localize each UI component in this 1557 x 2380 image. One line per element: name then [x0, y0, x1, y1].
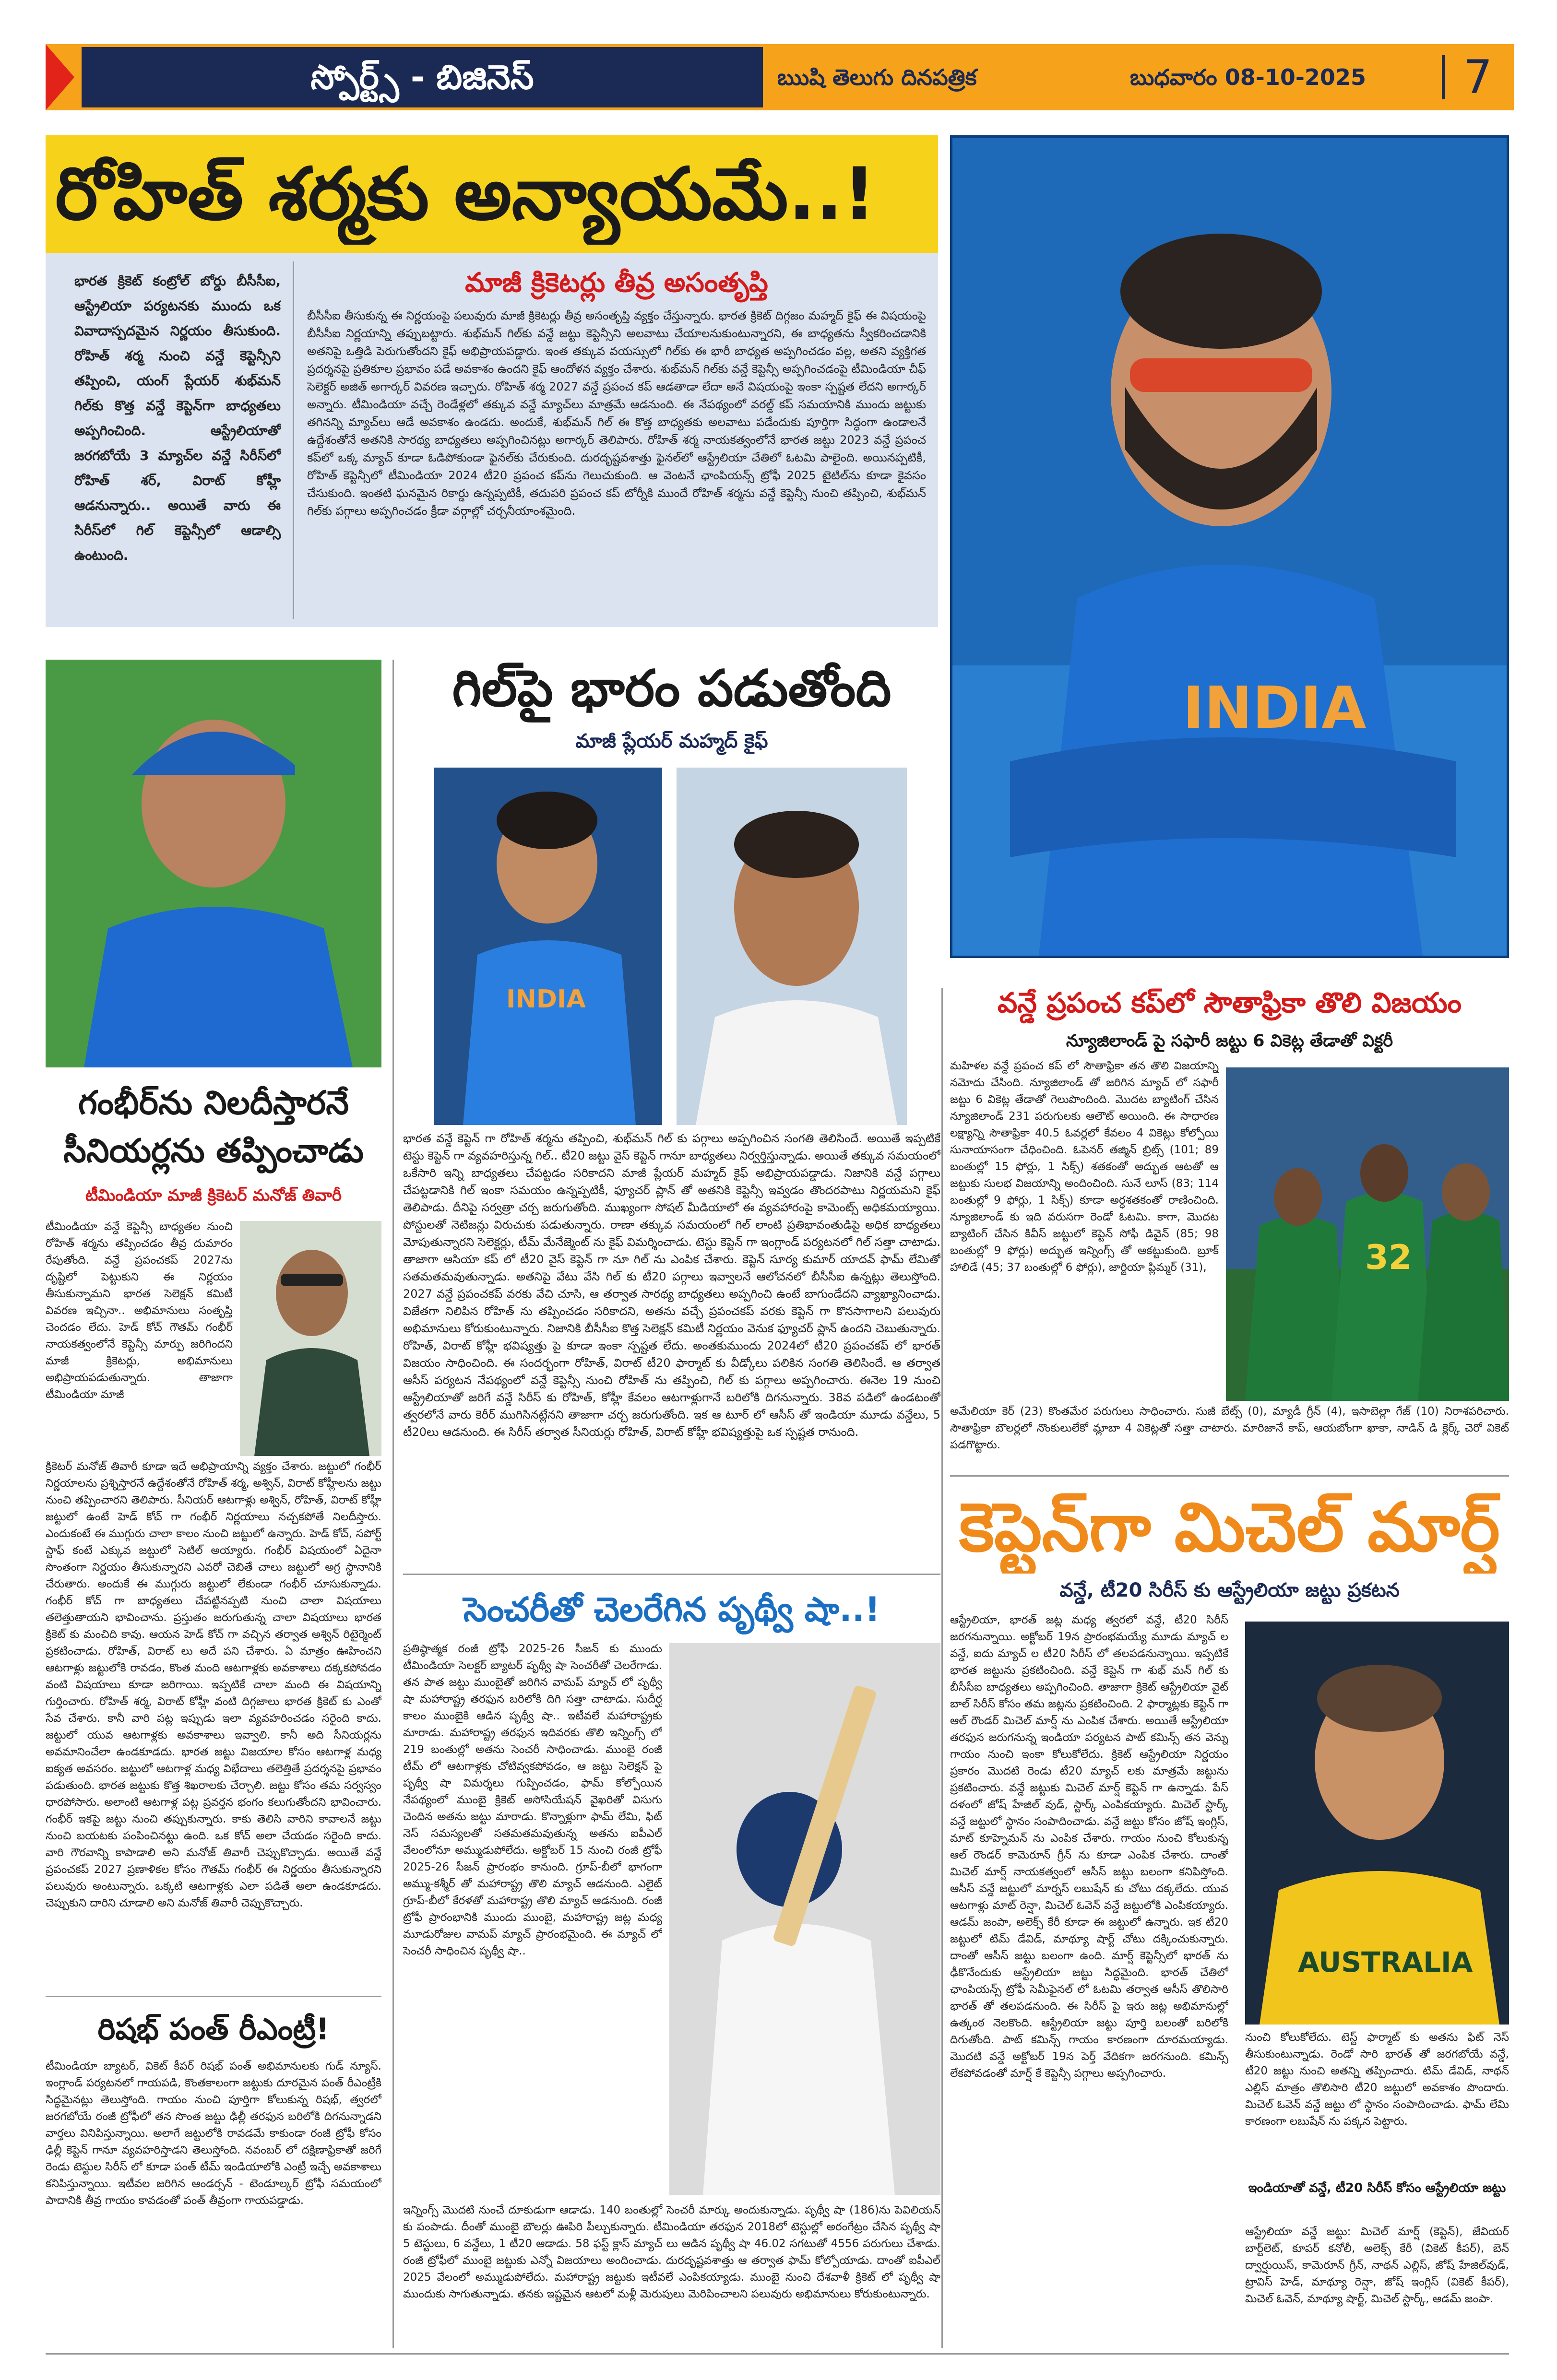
- header-divider: [1442, 55, 1445, 99]
- pant-headline: రిషభ్ పంత్ రీఎంట్రీ!: [97, 2012, 330, 2047]
- marsh-figure: [1245, 1622, 1509, 2025]
- column-rule-2: [941, 988, 943, 2348]
- shaw-figure: [669, 1643, 940, 2195]
- shaw-top-rule: [403, 1574, 940, 1575]
- rohit-sharma-photo: [950, 135, 1509, 958]
- shubman-gill-photo: [434, 768, 662, 1125]
- marsh-body-narrow: నుంచి కోలుకోలేదు. టెస్ట్ ఫార్మాట్ కు అతను ఫిట్ నెస్ తీసుకుంటున్నాడు. రెండో సారి భారత్ తో జరగబోయే వన్డే, టీ20 జట్టు నుంచి అతన్ని తప్పించారు. టిమ్ డేవిడ్, నాథన్ ఎల్లిస్ మాత్రం తొలిసారి టీ20 జట్టులో అవకాశం పొందారు. మిచెల్ ఓవెన్ వన్డే జట్టు లో స్థానం సంపాదించాడు. ఫామ్ లేమి కారణంగా లబుషేన్ ను పక్కన పెట్టారు.: [1245, 2031, 1509, 2128]
- page-number: 7: [1463, 50, 1493, 104]
- section-title: స్పోర్ట్స్ - బిజినెస్: [310, 58, 534, 97]
- svg-text:32: 32: [1365, 1238, 1412, 1277]
- manoj-tiwary-photo: [240, 1221, 381, 1456]
- sa-team-figure: [1226, 1067, 1509, 1401]
- gambhir-photo: [46, 660, 381, 1067]
- marsh-headline: కెప్టెన్‌గా మిచెల్ మార్ష్: [959, 1489, 1500, 1567]
- mohammad-kaif-photo: [677, 768, 907, 1125]
- shaw-body: ఇన్నింగ్స్ మొదటి నుంచే దూకుడుగా ఆడాడు. 140 బంతుల్లో సెంచరీ మార్కు అందుకున్నాడు. పృథ్వీ షా (186)ను పెవిలియన్ కు పంపాడు. దీంతో ముంబై బౌలర్లు ఊపిరి పీల్చుకున్నారు. టీమిండియా తరఫున 2018లో టెస్టుల్లో అరంగేట్రం చేసిన పృథ్వీ షా 5 టెస్టులు, 6 వన్డేలు, 1 టీ20 ఆడాడు. 58 ఫస్ట్ క్లాస్ మ్యాచ్ లు ఆడిన పృథ్వీ షా 46.02 సగటుతో 4556 పరుగులు చేశాడు. రంజీ ట్రోఫీలో ముంబై జట్టుకు ఎన్నో విజయాలు అందించాడు. దురదృష్టవశాత్తు ఆ తర్వాత ఫామ్ కోల్పోయాడు. దాంతో ఐపీఎల్ 2025 వేలంలో అమ్ముడుపోలేదు. మహారాష్ట్ర జట్టుకు ఇటీవలే ఎంపికయ్యాడు. ముంబై నుంచి దేశవాళీ క్రికెట్ లో పృథ్వీ షా ముందుకు సాగుతున్నాడు. తనకు ఇష్టమైన ఆటలో మళ్లీ మెరుపులు మెరిపించాలని పలువురు అభిమానులు కోరుకుంటున్నారు.: [403, 2204, 940, 2300]
- sa-subhead: న్యూజిలాండ్ పై సఫారీ జట్టు 6 వికెట్ల తేడాతో విక్టరీ: [1066, 1031, 1393, 1051]
- gill-body: భారత వన్డే కెప్టెన్ గా రోహిత్ శర్మను తప్పించి, శుభ్‌మన్ గిల్ కు పగ్గాలు అప్పగించిన సంగతి తెలిసిందే. అయితే ఇప్పటికే టెస్టు కెప్టెన్ గా వ్యవహరిస్తున్న గిల్.. టీ20 జట్టు వైస్ కెప్టెన్ గానూ బాధ్యతలు నిర్వర్తిస్తున్నాడు. అయితే తక్కువ సమయంలో ఒకేసారి ఇన్ని బాధ్యతలు చేపట్టడం సరికాదని మాజీ ప్లేయర్ మహ్మద్ కైఫ్ అభిప్రాయపడ్డాడు. నిజానికి వన్డే పగ్గాలు చేపట్టడానికి గిల్ ఇంకా సమయం ఉన్నప్పటికీ, ఫ్యూచర్ ప్లాన్ తో అతనికి కెప్టెన్సీ ఇవ్వడం తొందరపాటు నిర్ణయమని కైఫ్ తెలిపాడు. దీనిపై సర్వత్రా చర్చ జరుగుతోంది. ముఖ్యంగా సోషల్ మీడియాలో ఈ వ్యవహారంపై కామెంట్స్ అధికమయ్యాయి. పోస్టులతో నెటిజన్లు విరుచుకు పడుతున్నారు. రాణా తక్కువ సమయంలో గిల్ లాంటి ప్రతిభావంతుడిపై అధిక బాధ్యతలు మోపుతున్నారని సెలెక్టర్లు, టీమ్ మేనేజ్మెంట్ ను కైఫ్ విమర్శించాడు. టెస్టు కెప్టెన్ గా ఇంగ్లాండ్ పర్యటనలో గిల్ సత్తా చాటాడు. తాజాగా ఆసియా కప్ లో టీ20 వైస్ కెప్టెన్ గా నూ గిల్ ను ఎంపిక చేశారు. కెప్టెన్ సూర్య కుమార్ యాదవ్ ఫామ్ లేమితో సతమతమవుతున్నాడు. అతనిపై వేటు వేసి గిల్ కు టీ20 పగ్గాలు ఇవ్వాలనే ఆలోచనలో బీసీసీఐ ఉన్నట్లు తెలుస్తోంది. 2027 వన్డే ప్రపంచకప్ వరకు వేచి చూసి, ఆ తర్వాత సారథ్య బాధ్యతలు అప్పగించి ఉంటే బాగుండేదని వ్యాఖ్యానించాడు. విజేతగా నిలిపిన రోహిత్ ను తప్పించడం సరికాదని, అతను వచ్చే ప్రపంచకప్ వరకు కెప్టెన్ గా కొనసాగాలని పలువురు అభిమానులు కోరుకుంటున్నారు. నిజానికి బీసీసీఐ కొత్త సెలెక్షన్ కమిటీ నిర్ణయం వెనుక ఫ్యూచర్ ప్లాన్ ఉందని చెబుతున్నారు. రోహిత్, విరాట్ కోహ్లీ భవిష్యత్తు పై కూడా ఇంకా స్పష్టత లేదు. అంతకుముందు 2024లో టీ20 ప్రపంచకప్ లో భారత్ విజయం సాధించింది. ఈ సందర్భంగా రోహిత్, విరాట్ టీ20 ఫార్మాట్ కు వీడ్కోలు పలికిన సంగతి తెలిసిందే. ఆ తర్వాత ఆసీస్ పర్యటన నేపథ్యంలో వన్డే కెప్టెన్సీ నుంచి రోహిత్ ను తప్పించి, గిల్ కు పగ్గాలు అప్పగించారు. ఈనెల 19 నుంచి ఆస్ట్రేలియాతో జరిగే వన్డే సిరీస్ కు రోహిత్, కోహ్లీ కేవలం ఆటగాళ్లుగానే బరిలోకి దిగనున్నారు. 38వ పడిలో ఉండటంతో త్వరలోనే వారు కెరీర్ ముగిసినట్లేనని తాజాగా చర్చ జరుగుతోంది. ఇక ఆ టూర్ లో ఆసీస్ తో ఇండియా మూడు వన్డేలు, 5 టీ20లు ఆడనుంది. ఈ సిరీస్ తర్వాత సీనియర్లు రోహిత్, విరాట్ కోహ్లీ భవిష్యత్తుపై ఒక స్పష్టత రానుంది.: [403, 1132, 940, 1439]
- pant-top-rule: [46, 1996, 381, 1997]
- gambhir-figure: [46, 660, 381, 1067]
- column-rule-1: [392, 660, 394, 2348]
- gill-subhead: మాజీ ప్లేయర్ మహ్మద్ కైఫ్: [575, 730, 768, 752]
- tiwary-figure: [240, 1221, 381, 1456]
- shaw-headline: సెంచరీతో చెలరేగిన పృథ్వీ షా..!: [463, 1590, 880, 1629]
- paper-name: ఋషి తెలుగు దినపత్రిక: [777, 64, 977, 90]
- header-arrow: [46, 44, 74, 110]
- page-bottom-rule: [46, 2353, 1509, 2355]
- lead-divider: [293, 261, 294, 619]
- lead-subhead: మాజీ క్రికెటర్లు తీవ్ర అసంతృప్తి: [465, 267, 768, 298]
- svg-text:INDIA: INDIA: [506, 985, 586, 1014]
- gambhir-body: క్రికెటర్ మనోజ్ తివారీ కూడా ఇదే అభిప్రాయాన్ని వ్యక్తం చేశారు. జట్టులో గంభీర్ నిర్ణయాలను ప్రశ్నిస్తారనే ఉద్దేశంతోనే రోహిత్ శర్మ, అశ్విన్, విరాట్ కోహ్లీలను జట్టు నుంచి తప్పించారని తెలిపారు. సీనియర్ ఆటగాళ్లు అశ్విన్, రోహిత్, విరాట్ కోహ్లీ జట్టులో ఉంటే హెడ్ కోచ్ గా గంభీర్ నిర్ణయాలు నచ్చకపోతే నిలదీస్తారు. ఎందుకంటే ఈ ముగ్గురు చాలా కాలం నుంచి జట్టులో ఉన్నారు. హెడ్ కోచ్, సపోర్ట్ స్టాఫ్ కంటే ఎక్కువ జట్టులో సెటిల్ అయ్యారు. గంభీర్ విషయంలో ఏదైనా సొంతంగా నిర్ణయం తీసుకున్నారని ఎవరో చెబితే చాలు జట్టులో అగ్ర స్థానానికి చేరుతారు. అందుకే ఈ ముగ్గురు జట్టులో లేకుండా గంభీర్ చూసుకున్నాడు. గంభీర్ కోచ్ గా బాధ్యతలు చేపట్టినప్పటి నుంచి చాలా విషయాలు తలెత్తుతాయని భావించాను. ప్రస్తుతం జరుగుతున్న చాలా విషయాలు భారత క్రికెట్ కు మంచిది కావు. ఆయన హెడ్ కోచ్ గా వచ్చిన తర్వాత అశ్విన్ రిటైర్మెంట్ ప్రకటించాడు. రోహిత్, విరాట్ లు అదే పని చేశారు. ఏ మాత్రం ఊహించని ఆటగాళ్లు జట్టులోకి రావడం, కొంత మంది ఆటగాళ్లకు అవకాశాలు దక్కకపోవడం వంటి విషయాలు కూడా జరిగాయి. ఇప్పటికే చాలా మంది ఈ విషయాన్ని గుర్తించారు. రోహిత్ శర్మ, విరాట్ కోహ్లీ వంటి దిగ్గజాలు భారత క్రికెట్ కు ఎంతో సేవ చేశారు. కానీ వారి పట్ల ఇప్పుడు ఇలా వ్యవహరించడం సరైంది కాదు. జట్టులో యువ ఆటగాళ్లకు అవకాశాలు ఇవ్వాలి. కానీ అది సీనియర్లను అవమానించేలా ఉండకూడదు. భారత జట్టు విజయాల కోసం ఆటగాళ్ల మధ్య ఐక్యత అవసరం. జట్టులో ఆటగాళ్ల మధ్య విభేదాలు తలెత్తితే ప్రదర్శనపై ప్రభావం పడుతుంది. భారత జట్టుకు కొత్త శిఖరాలకు చేర్చాలి. జట్టు కోసం తమ సర్వస్వం ధారపోసారు. అలాంటి ఆటగాళ్ల పట్ల ప్రవర్తన భంగం కలుగుతోందని భావించారు. గంభీర్ ఇకపై జట్టు నుంచి తప్పుకున్నారు. కాకు తెలిసి వారిని కావాలనే జట్టు నుంచి బయటకు పంపించినట్టు ఉంది. ఒక కోచ్ అలా చేయడం సరైంది కాదు. వారి గౌరవాన్ని కాపాడాలి అని మనోజ్ తివారీ చెప్పుకొచ్చాడు. అయితే వన్డే ప్రపంచకప్ 2027 ప్రణాళికల కోసం గౌతమ్ గంభీర్ ఈ నిర్ణయం తీసుకున్నారని పలువురు అంటున్నారు. ఒక్కటి ఆటగాళ్లకు ఎలా పడితే అలా ఉండకూడదు. చెప్పుకుని దారిని చూడాలి అని మనోజ్ తివారీ చెప్పుకొచ్చారు.: [46, 1460, 381, 1909]
- sa-body: అమేలియా కెర్ (23) కొంతమేర పరుగులు సాధించారు. సుజీ బేట్స్ (0), మ్యాడీ గ్రీన్ (4), ఇసాబెల్లా గేజ్ (10) నిరాశపరిచారు. సౌతాఫ్రికా బౌలర్లలో నొంకులులేకో మ్లాబా 4 వికెట్లతో సత్తా చాటారు. మారిజానే కాప్, ఆయబోంగా ఖాకా, నాడిన్ డి క్లెర్క్ చెరో వికెట్ పడగొట్టారు.: [950, 1405, 1509, 1451]
- pant-body: టీమిండియా బ్యాటర్, వికెట్ కీపర్ రిషభ్ పంత్ అభిమానులకు గుడ్ న్యూస్. ఇంగ్లాండ్ పర్యటనలో గాయపడి, కొంతకాలంగా జట్టుకు దూరమైన పంత్ రీఎంట్రీకి సిద్ధమైనట్లు తెలుస్తోంది. గాయం నుంచి పూర్తిగా కోలుకున్న రిషభ్, త్వరలో జరగబోయే రంజీ ట్రోఫీలో తన సొంత జట్టు ఢిల్లీ తరఫున బరిలోకి దిగనున్నాడని వార్తలు వినిపిస్తున్నాయి. అలాగే జట్టులోకి రావడమే కాకుండా రంజీ ట్రోఫీ కోసం ఢిల్లీ కెప్టెన్ గానూ వ్యవహరిస్తాడని తెలుస్తోంది. నవంబర్ లో దక్షిణాఫ్రికాతో జరిగే రెండు టెస్టుల సిరీస్ లో కూడా పంత్ టీమ్ ఇండియాలోకి ఎంట్రీ ఇచ్చే అవకాశాలు కనిపిస్తున్నాయి. ఇటీవల జరిగిన ఆండర్సన్ - టెండూల్కర్ ట్రోఫీ సమయంలో పాదానికి తీవ్ర గాయం కావడంతో పంత్ తీవ్రంగా గాయపడ్డాడు.: [46, 2060, 381, 2207]
- squad-box-body: ఆస్ట్రేలియా వన్డే జట్టు: మిచెల్ మార్ష్ (కెప్టెన్), జేవియర్ బార్ట్‌లెట్, కూపర్ కనోలీ, అలెక్స్ కేరీ (వికెట్ కీపర్), బెన్ ద్వార్షుయిస్, కామెరూన్ గ్రీన్, నాథన్ ఎల్లిస్, జోష్ హేజిల్‌వుడ్, ట్రావిస్ హెడ్, మాథ్యూ రెన్షా, జోష్ ఇంగ్లిస్ (వికెట్ కీపర్), మిచెల్ ఓవెన్, మాథ్యూ షార్ట్, మిచెల్ స్టార్క్, ఆడమ్ జంపా.: [1245, 2226, 1509, 2305]
- svg-text:INDIA: INDIA: [1183, 675, 1367, 742]
- prithvi-shaw-photo: [669, 1643, 940, 2195]
- squad-box-title: ఇండియాతో వన్డే, టీ20 సిరీస్ కోసం ఆస్ట్రేలియా జట్టు: [1248, 2181, 1506, 2195]
- sa-body-narrow: మహిళల వన్డే ప్రపంచ కప్ లో సౌతాఫ్రికా తన తొలి విజయాన్ని నమోదు చేసింది. న్యూజిలాండ్ తో జరిగిన మ్యాచ్ లో సఫారీ జట్టు 6 వికెట్ల తేడాతో గెలుపొందింది. మొదట బ్యాటింగ్ చేసిన న్యూజిలాండ్ 231 పరుగులకు ఆలౌట్ అయింది. ఈ సాధారణ లక్ష్యాన్ని సౌతాఫ్రికా 40.5 ఓవర్లలో కేవలం 4 వికెట్లు కోల్పోయి సునాయాసంగా చేధించింది. ఓపెనర్ తజ్మిన్ బ్రిట్స్ (101; 89 బంతుల్లో 15 ఫోర్లు, 1 సిక్స్) శతకంతో అద్భుత ఆటతో ఆ జట్టుకు సులభ విజయాన్ని అందించింది. సునే లూస్ (83; 114 బంతుల్లో 9 ఫోర్లు, 1 సిక్స్) కూడా అర్ధశతకంతో రాణించింది. న్యూజిలాండ్ కు ఇది వరుసగా రెండో ఓటమి. కాగా, మొదట బ్యాటింగ్ చేసిన కివీస్ జట్టులో కెప్టెన్ సోఫీ డివైన్ (85; 98 బంతుల్లో 9 ఫోర్లు) అద్భుత ఇన్నింగ్స్ తో ఆకట్టుకుంది. బ్రూక్ హాలిడే (45; 37 బంతుల్లో 6 ఫోర్లు), జార్జియా ప్లిమ్మర్ (31),: [950, 1060, 1219, 1274]
- gambhir-subhead: టీమిండియా మాజీ క్రికెటర్ మనోజ్ తివారీ: [85, 1186, 342, 1205]
- svg-text:AUSTRALIA: AUSTRALIA: [1298, 1946, 1473, 1978]
- mitchell-marsh-photo: [1245, 1622, 1509, 2025]
- issue-date: బుధవారం 08-10-2025: [1130, 64, 1366, 90]
- rohit-figure: [952, 138, 1507, 956]
- gill-figure: [434, 768, 662, 1125]
- kaif-figure: [677, 768, 907, 1125]
- marsh-top-rule: [950, 1475, 1509, 1477]
- shaw-body-narrow: ప్రతిష్ఠాత్మక రంజీ ట్రోఫీ 2025-26 సీజన్ కు ముందు టీమిండియా సెలక్టర్ బ్యాటర్ పృథ్వీ షా సెంచరీతో చెలరేగాడు. తన పాత జట్టు ముంబైతో జరిగిన వామప్ మ్యాచ్ లో పృథ్వీ షా మహారాష్ట్ర తరఫున బరిలోకి దిగి సత్తా చాటాడు. సుదీర్ఘ కాలం ముంబైకి ఆడిన పృథ్వీ షా.. ఇటీవలే మహారాష్ట్రకు మారాడు. మహారాష్ట్ర తరఫున ఇదివరకు తొలి ఇన్నింగ్స్ లో 219 బంతుల్లో అతను సెంచరీ సాధించాడు. ముంబై రంజీ టీమ్ లో ఆటగాళ్లకు చోటివ్వకపోవడం, ఆ జట్టు సెలెక్షన్ పై పృథ్వీ షా విమర్శలు గుప్పించడం, ఫామ్ కోల్పోయిన నేపథ్యంలో ముంబై క్రికెట్ అసోసియేషన్ వైఖరితో విసుగు చెందిన అతను జట్టు మారాడు. కొన్నాళ్లుగా ఫామ్ లేమి, ఫిట్ నెస్ సమస్యలతో సతమతమవుతున్న అతను ఐపీఎల్ వేలంలోనూ అమ్ముడుపోలేదు. అక్టోబర్ 15 నుంచి రంజీ ట్రోఫీ 2025-26 సీజన్ ప్రారంభం కానుంది. గ్రూప్-బీలో భాగంగా అమ్ము-కశ్మీర్ తో మహారాష్ట్ర తొలి మ్యాచ్ ఆడనుంది. ఎలైట్ గ్రూప్-బీలో కేరళతో మహారాష్ట్ర తొలి మ్యాచ్ ఆడనుంది. రంజీ ట్రోఫీ ప్రారంభానికి ముందు ముంబై, మహారాష్ట్ర జట్ల మధ్య మూడురోజుల వామప్ మ్యాచ్ ప్రారంభమైంది. ఈ మ్యాచ్ లో సెంచరీ సాధించిన పృథ్వీ షా..: [403, 1643, 662, 1957]
- marsh-subhead: వన్డే, టీ20 సిరీస్ కు ఆస్ట్రేలియా జట్టు ప్రకటన: [1059, 1579, 1400, 1601]
- lead-intro: భారత క్రికెట్ కంట్రోల్ బోర్డు బీసీసీఐ, ఆస్ట్రేలియా పర్యటనకు ముందు ఒక వివాదాస్పదమైన నిర్ణయం తీసుకుంది. రోహిత్ శర్మ నుంచి వన్డే కెప్టెన్సీని తప్పించి, యంగ్ ప్లేయర్ శుభ్‌మన్ గిల్‌కు కొత్త వన్డే కెప్టెన్‌గా బాధ్యతలు అప్పగించింది. ఆస్ట్రేలియాతో జరగబోయే 3 మ్యాచ్‌ల వన్డే సిరీస్‌లో రోహిత్ శర్, విరాట్ కోహ్లీ ఆడనున్నారు.. అయితే వారు ఈ సిరీస్‌లో గిల్ కెప్టెన్సీలో ఆడాల్సి ఉంటుంది.: [74, 273, 281, 563]
- south-africa-team-photo: [1226, 1067, 1509, 1401]
- gambhir-body-narrow: టీమిండియా వన్డే కెప్టెన్సీ బాధ్యతల నుంచి రోహిత్ శర్మను తప్పించడం తీవ్ర దుమారం రేపుతోంది. వన్డే ప్రపంచకప్ 2027ను దృష్టిలో పెట్టుకుని ఈ నిర్ణయం తీసుకున్నామని భారత సెలెక్షన్ కమిటీ వివరణ ఇచ్చినా.. అభిమానులు సంతృప్తి చెందడం లేదు. హెడ్ కోచ్ గౌతమ్ గంభీర్ నాయకత్వంలోనే కెప్టెన్సీ మార్పు జరిగిందని మాజీ క్రికెటర్లు, అభిమానులు అభిప్రాయపడుతున్నారు. తాజాగా టీమిండియా మాజీ: [46, 1220, 233, 1401]
- lead-headline: రోహిత్ శర్మకు అన్యాయమే..!: [55, 153, 876, 236]
- gill-headline: గిల్‌పై భారం పడుతోంది: [452, 659, 891, 718]
- lead-body: బీసీసీఐ తీసుకున్న ఈ నిర్ణయంపై పలువురు మాజీ క్రికెటర్లు తీవ్ర అసంతృప్తి వ్యక్తం చేస్తున్నారు. భారత క్రికెట్ దిగ్గజం మహ్మద్ కైఫ్ ఈ విషయంపై బీసీసీఐ నిర్ణయాన్ని తప్పుబట్టారు. శుభ్‌మన్ గిల్‌కు వన్డే జట్టు కెప్టెన్సీని అలవాటు చేయాలనుకుంటున్నారని, ఈ బాధ్యతను స్వీకరించడానికి అతనిపై ఒత్తిడి పెరుగుతోందని కైఫ్ అభిప్రాయపడ్డారు. ఇంత తక్కువ వయస్సులో గిల్‌కు ఈ భారీ బాధ్యత అప్పగించడం వల్ల, అతని వ్యక్తిగత ప్రదర్శనపై ప్రతికూల ప్రభావం పడే అవకాశం ఉందని కైఫ్ ఆందోళన వ్యక్తం చేశారు. శుభ్‌మన్ గిల్‌కు వన్డే కెప్టెన్సీ అప్పగించడంపై టీమిండియా చీఫ్ సెలెక్టర్ అజిత్ అగార్కర్ వివరణ ఇచ్చారు. రోహిత్ శర్మ 2027 వన్డే ప్రపంచ కప్ ఆడతాడా లేదా అనే విషయంపై ఇంకా స్పష్టత లేదని అగార్కర్ అన్నారు. టీమిండియా వచ్చే రెండేళ్లలో తక్కువ వన్డే మ్యాచ్‌లు మాత్రమే ఆడనుంది. ఈ నేపథ్యంలో వరల్డ్ కప్ సమయానికి ముందు జట్టుకు తగినన్ని మ్యాచ్‌లు ఆడే అవకాశం ఉండదు. అందుకే, శుభ్‌మన్ గిల్ ఈ కొత్త బాధ్యతకు అలవాటు పడేందుకు పూర్తిగా సిద్ధంగా ఉండాలనే ఉద్దేశంతోనే అతనికి సారథ్య బాధ్యతలు అప్పగించినట్లు అగార్కర్ తెలిపారు. రోహిత్ శర్మ నాయకత్వంలోనే భారత జట్టు 2023 వన్డే ప్రపంచ కప్‌లో ఒక్క మ్యాచ్ కూడా ఓడిపోకుండా ఫైనల్‌కు చేరుకుంది. దురదృష్టవశాత్తు ఫైనల్‌లో ఆస్ట్రేలియా చేతిలో ఓటమి పాలైంది. అయినప్పటికీ, రోహిత్ కెప్టెన్సీలో టీమిండియా 2024 టీ20 ప్రపంచ కప్‌ను గెలుచుకుంది. ఆ వెంటనే ఛాంపియన్స్ ట్రోఫీ 2025 టైటిల్‌ను కూడా కైవసం చేసుకుంది. ఇంతటి ఘనమైన రికార్డు ఉన్నప్పటికీ, తదుపరి ప్రపంచ కప్ టోర్నీకి ముందే రోహిత్ శర్మను వన్డే కెప్టెన్సీ నుంచి తప్పించి, శుభ్‌మన్ గిల్‌కు పగ్గాలు అప్పగించడం క్రీడా వర్గాల్లో చర్చనీయాంశమైంది.: [307, 309, 926, 518]
- gambhir-headline: గంభీర్‌ను నిలదీస్తారనే సీనియర్లను తప్పించాడు: [63, 1084, 364, 1170]
- sa-headline: వన్డే ప్రపంచ కప్‌లో సౌతాఫ్రికా తొలి విజయం: [998, 986, 1462, 1019]
- marsh-body: ఆస్ట్రేలియా, భారత్ జట్ల మధ్య త్వరలో వన్డే, టీ20 సిరీస్ జరగనున్నాయి. అక్టోబర్ 19న ప్రారంభమయ్యే మూడు మ్యాచ్ ల వన్డే, ఐదు మ్యాచ్ ల టీ20 సిరీస్ లో తలపడనున్నాయి. ఇప్పటికే భారత జట్టును ప్రకటించింది. వన్డే కెప్టెన్ గా శుభ్ మన్ గిల్ కు బీసీసీఐ బాధ్యతలు అప్పగించింది. తాజాగా క్రికెట్ ఆస్ట్రేలియా వైట్ బాల్ సిరీస్ కోసం తమ జట్లను ప్రకటించింది. 2 ఫార్మాట్లకు కెప్టెన్ గా ఆల్ రౌండర్ మిచెల్ మార్ష్ ను ఎంపిక చేశారు. అయితే ఆస్ట్రేలియా తరఫున జరుగనున్న ఇండియా పర్యటన పాట్ కమిన్స్ తన వెన్ను గాయం నుంచి ఇంకా కోలుకోలేదు. క్రికెట్ ఆస్ట్రేలియా నిర్ణయం ప్రకారం మొదటి రెండు టీ20 మ్యాచ్ లకు మాత్రమే జట్టును ప్రకటించారు. వన్డే జట్టుకు మిచెల్ మార్ష్ కెప్టెన్ గా ఉన్నాడు. పేస్ దళంలో జోష్ హేజిల్ వుడ్, స్టార్క్ ఎంపికయ్యారు. మిచెల్ స్టార్క్ వన్డే జట్టులో స్థానం సంపాదించాడు. వన్డే జట్టు కోసం జోష్ ఇంగ్లిస్, మాట్ కూహ్నెమన్ ను ఎంపిక చేశారు. గాయం నుంచి కోలుకున్న ఆల్ రౌండర్ కామెరూన్ గ్రీన్ ను కూడా ఎంపిక చేశారు. దాంతో మిచెల్ మార్ష్ నాయకత్వంలో ఆసీస్ జట్టు బలంగా కనిపిస్తోంది. ఆసీస్ వన్డే జట్టులో మార్నస్ లబుషేన్ కు చోటు దక్కలేదు. యువ ఆటగాళ్లు మాట్ రెన్షా, మిచెల్ ఓవెన్ వన్డే జట్టులోకి ఎంపికయ్యారు. ఆడమ్ జంపా, అలెక్స్ కేరీ కూడా ఈ జట్టులో ఉన్నారు. ఇక టీ20 జట్టులో టిమ్ డేవిడ్, మాథ్యూ షార్ట్ చోటు దక్కించుకున్నారు. దాంతో ఆసీస్ జట్టు బలంగా ఉంది. మార్ష్ కెప్టెన్సీలో భారత్ ను ఢీకొనేందుకు ఆస్ట్రేలియా జట్టు సిద్ధమైంది. భారత్ చేతిలో ఛాంపియన్స్ ట్రోఫీ సెమీఫైనల్ లో ఓటమి తర్వాత ఆసీస్ తొలిసారి భారత్ తో తలపడనుంది. ఈ సిరీస్ పై ఇరు జట్ల అభిమానుల్లో ఉత్కంఠ నెలకొంది. ఆస్ట్రేలియా జట్టు పూర్తి బలంతో బరిలోకి దిగుతోంది. పాట్ కమిన్స్ గాయం కారణంగా దూరమయ్యాడు. మొదటి వన్డే అక్టోబర్ 19న పెర్త్ వేదికగా జరగనుంది. కమిన్స్ లేకపోవడంతో మార్ష్ కే కెప్టెన్సీ పగ్గాలు అప్పగించారు.: [950, 1614, 1228, 2080]
